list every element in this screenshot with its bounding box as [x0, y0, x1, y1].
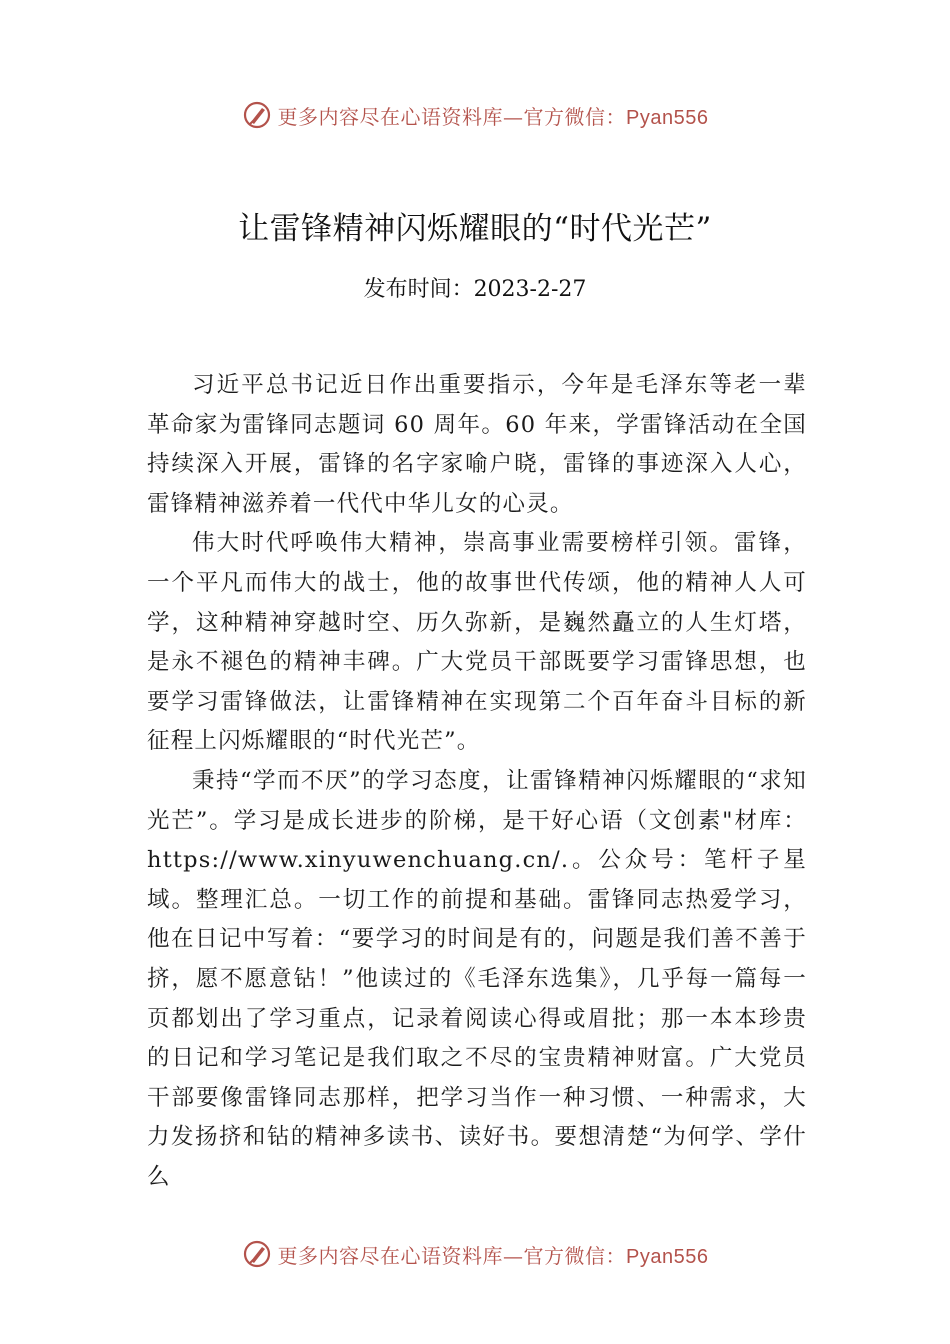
- quill-pen-icon: [242, 100, 272, 130]
- banner-text: [278, 1240, 709, 1269]
- paragraph: 伟大时代呼唤伟大精神，崇高事业需要榜样引领。雷锋，一个平凡而伟大的战士，他的故事世代传颂，他的精神人人可学，这种精神穿越时空、历久弥新，是巍然矗立的人生灯塔，是永不褪色的精神丰碑。广大党员干部既要学习雷锋思想，也要学习雷锋做法，让雷锋精神在实现第二个百年奋斗目标的新征程上闪烁耀眼的“时代光芒”。: [147, 530, 807, 755]
- banner-text: [278, 101, 709, 130]
- banner-slogan: 更多内容尽在心语资料库—官方微信：: [277, 1243, 627, 1268]
- publish-date: 发布时间：2023-2-27: [363, 277, 587, 302]
- wechat-id: Pyan556: [626, 1245, 709, 1268]
- quill-pen-icon: [242, 1239, 272, 1269]
- header-banner: [0, 95, 950, 135]
- footer-banner: [0, 1234, 950, 1274]
- paragraph: 习近平总书记近日作出重要指示，今年是毛泽东等老一辈革命家为雷锋同志题词 60 周年。60 年来，学雷锋活动在全国持续深入开展，雷锋的名字家喻户晓，雷锋的事迹深入人心，雷锋精神滋养着一代代中华儿女的心灵。: [147, 372, 807, 517]
- article-body: [147, 366, 807, 1197]
- article-title: 让雷锋精神闪烁耀眼的“时代光芒”: [238, 211, 712, 247]
- banner-slogan: 更多内容尽在心语资料库—官方微信：: [277, 104, 627, 129]
- paragraph: 秉持“学而不厌”的学习态度，让雷锋精神闪烁耀眼的“求知光芒”。学习是成长进步的阶梯，是干好心语（文创素"材库：https://www.xinyuwenchuang.cn/.。公众号：笔杆子星域。整理汇总。一切工作的前提和基础。雷锋同志热爱学习，他在日记中写着：“要学习的时间是有的，问题是我们善不善于挤，愿不愿意钻！”他读过的《毛泽东选集》，几乎每一篇每一页都划出了学习重点，记录着阅读心得或眉批；那一本本珍贵的日记和学习笔记是我们取之不尽的宝贵精神财富。广大党员干部要像雷锋同志那样，把学习当作一种习惯、一种需求，大力发扬挤和钻的精神多读书、读好书。要想清楚“为何学、学什么: [147, 767, 807, 1190]
- wechat-id: Pyan556: [626, 106, 709, 129]
